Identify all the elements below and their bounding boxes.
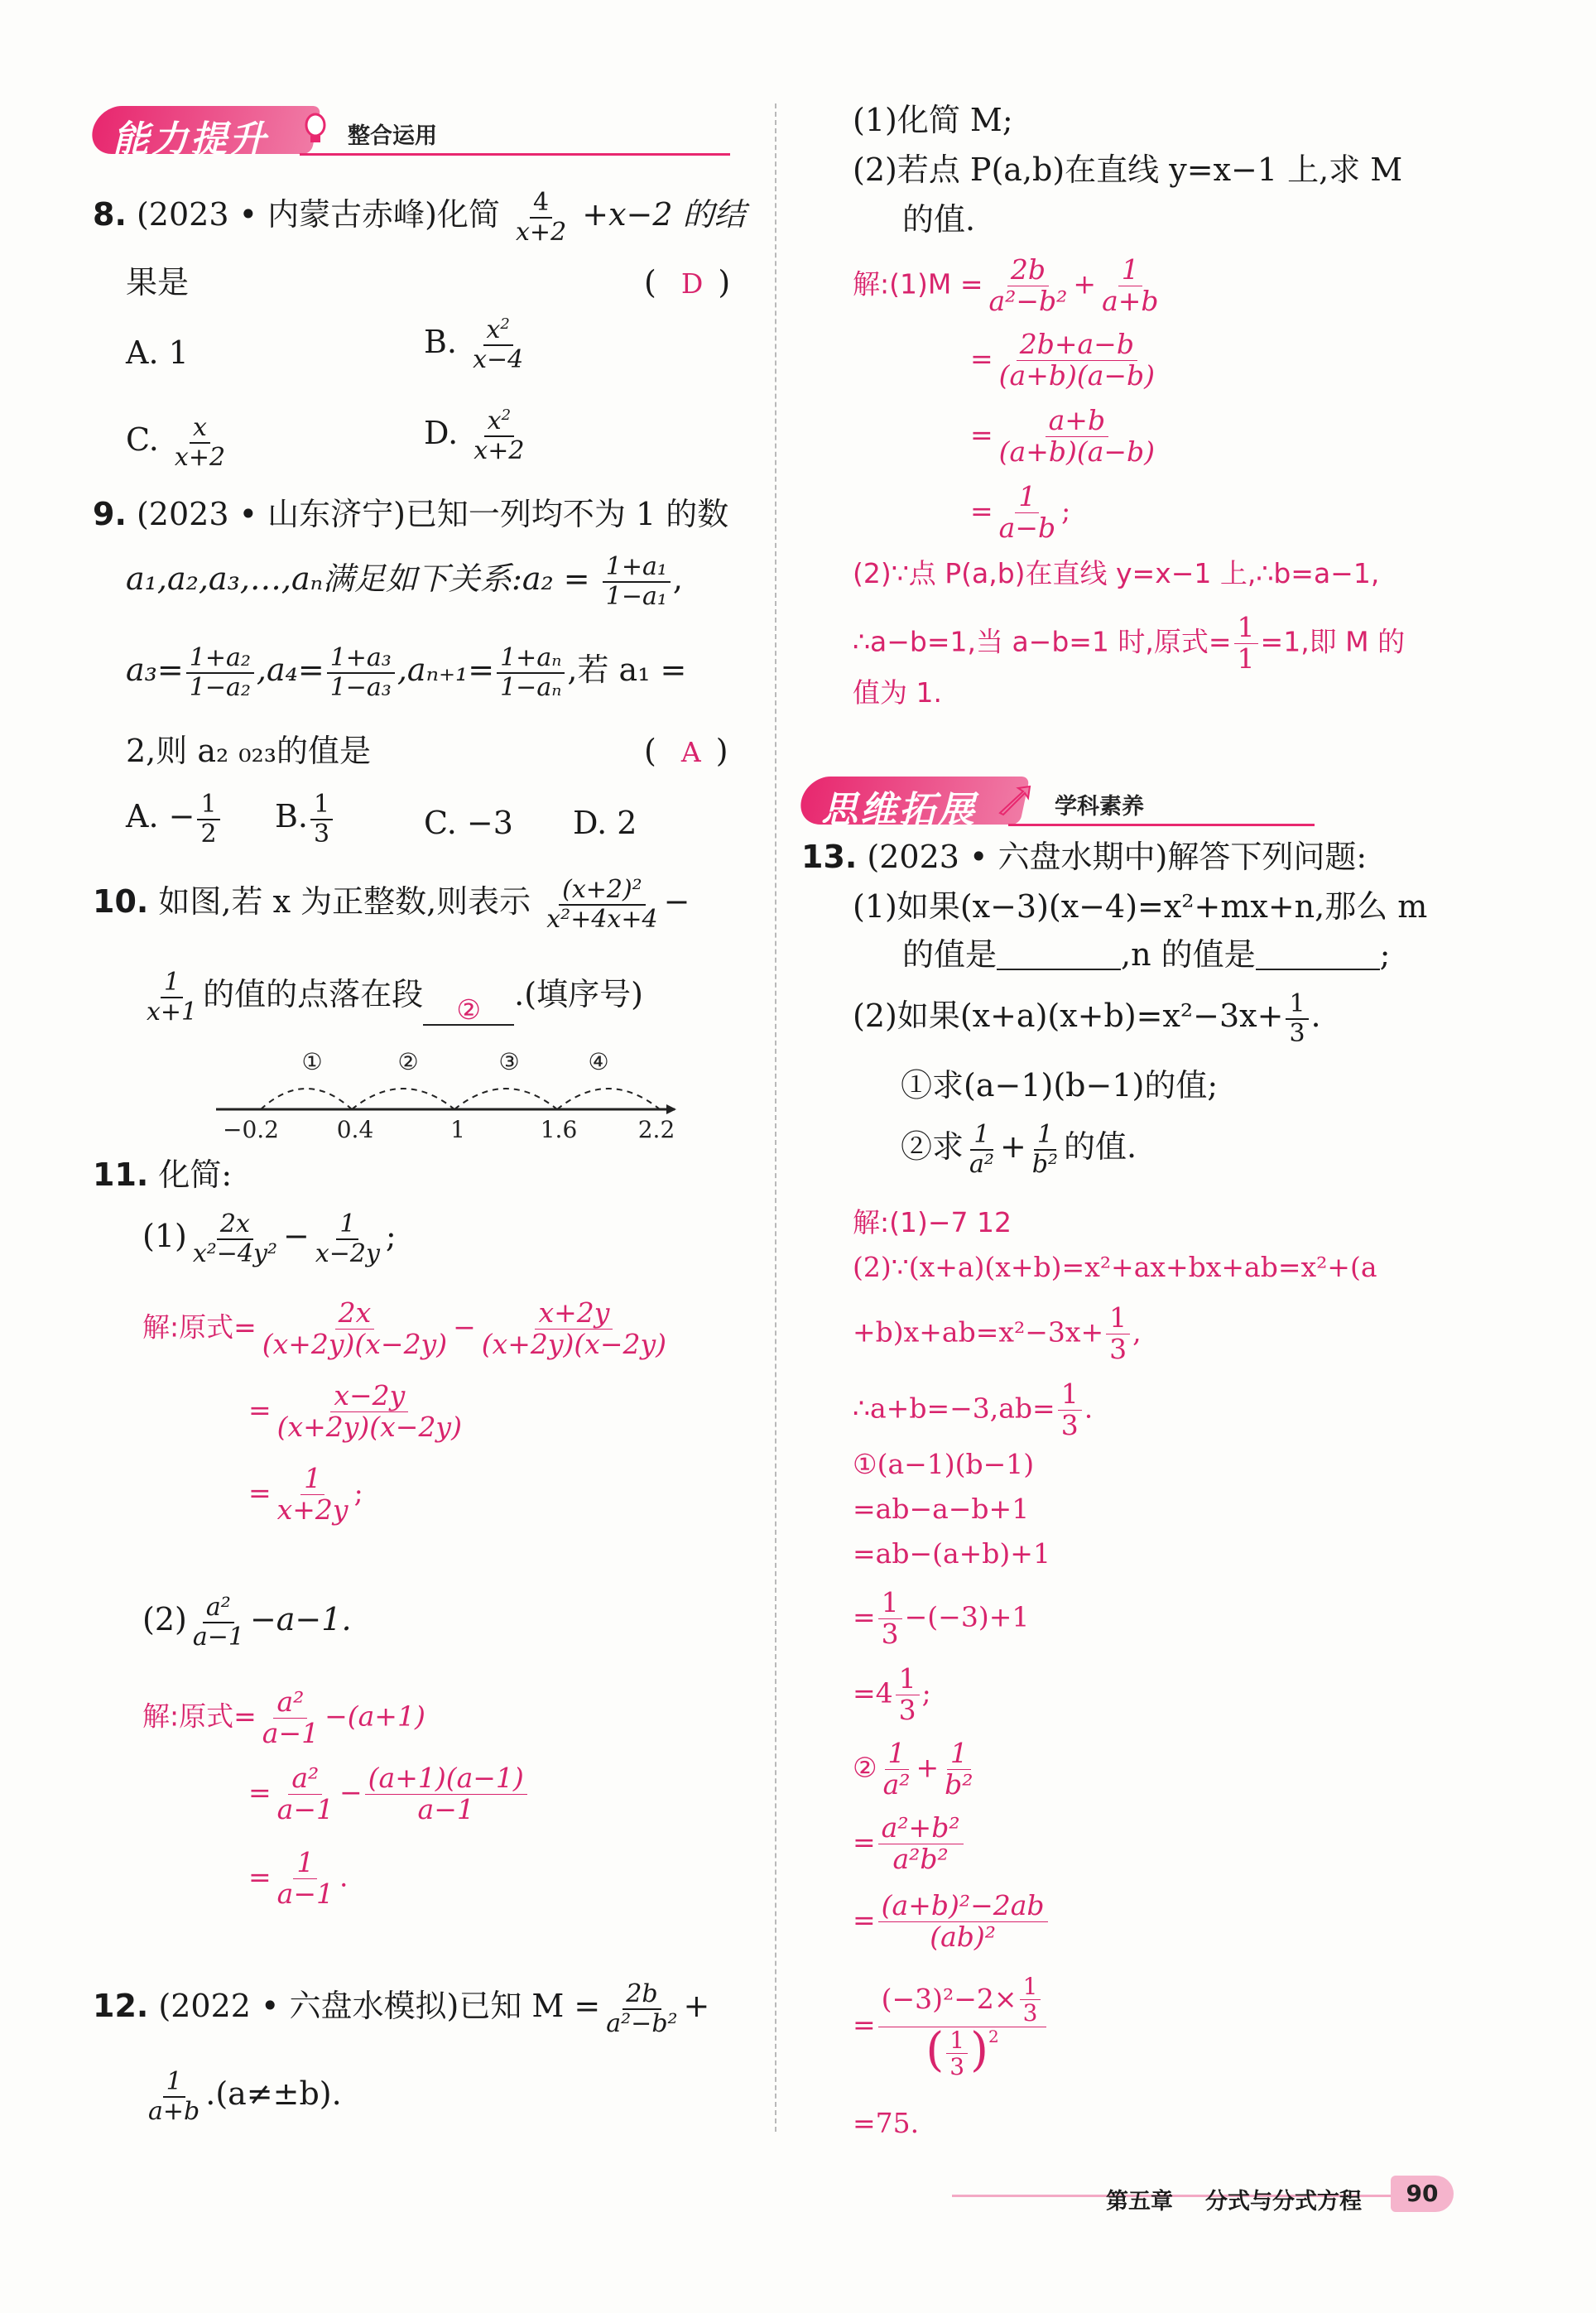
question-8-line1: 8. (2023 • 内蒙古赤峰)化简 $\frac{4}{x+2}$ +x−2 的结 bbox=[93, 188, 746, 247]
solution-13-ii3: = $\frac{\text{(a+b)²−2ab}}{\text{(ab)²}}$ bbox=[853, 1891, 1050, 1953]
tick-label: 0.4 bbox=[336, 1116, 374, 1143]
question-13-part2: (2)如果(x+a)(x+b)=x²−3x+ $\frac{1}{3}$ . bbox=[853, 989, 1321, 1048]
solution-13-2-line2: +b)x+ab=x²−3x+ $\frac{1}{3}$ , bbox=[853, 1301, 1142, 1365]
solution-11-2-line2: = $\frac{\text{a²}}{a-1}$ − $\frac{(a+1)(a-1)}{a-1}$ bbox=[248, 1763, 530, 1825]
solution-13-ii1: ② $\frac{1}{\text{a²}}$ + $\frac{1}{\text{b²}}$ bbox=[853, 1737, 973, 1801]
footer-rule bbox=[952, 2195, 1449, 2197]
solution-12-2-line1: (2)∵点 P(a,b)在直线 y=x−1 上,∴b=a−1, bbox=[853, 557, 1380, 589]
solution-12-2-line2: ∴a−b=1,当 a−b=1 时,原式= $\frac{1}{1}$ =1,即 M 的 bbox=[853, 611, 1406, 675]
question-11-title: 11. 化简: bbox=[93, 1156, 233, 1193]
bulb-icon bbox=[303, 113, 328, 146]
solution-12-2-line3: 值为 1. bbox=[853, 676, 942, 709]
option-8c: C. $\frac{x}{x+2}$ bbox=[126, 413, 226, 472]
option-8a: A. 1 bbox=[126, 334, 189, 371]
blank-n[interactable] bbox=[1256, 969, 1380, 970]
segment-label-4: ④ bbox=[588, 1048, 609, 1075]
solution-13-i1: ①(a−1)(b−1) bbox=[853, 1448, 1035, 1480]
blank-m[interactable] bbox=[997, 969, 1121, 970]
question-9-line3: a₃= $\frac{\text{1+a₂}}{\text{1−a₂}}$ ,a₄= $\frac{\text{1+a₃}}{\text{1−a₃}}$ ,aₙ₊₁= $\frac{\text{1+aₙ}}{\text{1−aₙ}}$ ,若 a₁ = bbox=[126, 643, 687, 702]
option-9c: C. −3 bbox=[424, 805, 513, 841]
question-11-part2: (2) $\frac{\text{a²}}{a-1}$ −a−1. bbox=[142, 1593, 352, 1652]
banner-subtitle: 学科素养 bbox=[1055, 794, 1144, 820]
section-banner-thinking bbox=[801, 777, 1348, 831]
answer-10: ② bbox=[456, 993, 481, 1027]
question-13-line1: 13. (2023 • 六盘水期中)解答下列问题: bbox=[801, 839, 1368, 875]
solution-13-1: 解:(1)−7 12 bbox=[853, 1206, 1012, 1238]
arrow-icon bbox=[998, 785, 1031, 816]
question-9-line1: 9. (2023 • 山东济宁)已知一列均不为 1 的数 bbox=[93, 496, 729, 532]
question-8-line2: 果是 bbox=[126, 264, 190, 301]
answer-9: A bbox=[680, 736, 701, 768]
solution-11-2-line1: 解:原式= $\frac{\text{a²}}{a-1}$ −(a+1) bbox=[142, 1685, 425, 1749]
solution-11-1-line1: 解:原式= $\frac{2x}{(x+2y)(x-2y)}$ − $\frac{x+2y}{(x+2y)(x-2y)}$ bbox=[142, 1296, 667, 1360]
solution-11-1-line2: = $\frac{x-2y}{(x+2y)(x-2y)}$ bbox=[248, 1379, 462, 1443]
solution-13-ii4: = (−3)²−2× $\frac{1}{3}$ ( 1 3 ) $^2$ bbox=[853, 1974, 1049, 2080]
tick-label: 1.6 bbox=[540, 1116, 578, 1143]
question-13-part2-i: ①求(a−1)(b−1)的值; bbox=[901, 1067, 1219, 1104]
option-9d: D. 2 bbox=[573, 805, 637, 841]
answer-bracket-9: ( A ) bbox=[644, 733, 728, 769]
solution-13-i2: =ab−a−b+1 bbox=[853, 1493, 1030, 1525]
solution-13-ii2: = $\frac{\text{a²+b²}}{\text{a²b²}}$ bbox=[853, 1813, 966, 1875]
solution-13-ii5: =75. bbox=[853, 2107, 920, 2139]
question-12-line1: 12. (2022 • 六盘水模拟)已知 M = $\frac{2b}{\text{a²−b²}}$ + bbox=[93, 1979, 710, 2038]
solution-11-2-line3: = $\frac{1}{a-1}$ . bbox=[248, 1846, 349, 1910]
footer-title: 分式与分式方程 bbox=[1205, 2189, 1362, 2214]
tick-label: 1 bbox=[450, 1116, 465, 1143]
solution-13-i5: =4 $\frac{1}{3}$ ; bbox=[853, 1662, 931, 1726]
option-9b: B. $\frac{1}{3}$ bbox=[275, 791, 335, 848]
solution-12-line4: = $\frac{1}{a-b}$ ; bbox=[970, 480, 1071, 544]
answer-8: D bbox=[680, 267, 704, 300]
solution-13-2-line1: (2)∵(x+a)(x+b)=x²+ax+bx+ab=x²+(a bbox=[853, 1251, 1377, 1283]
option-8b: B. $\frac{x^2}{x-4}$ bbox=[424, 315, 524, 374]
solution-12-line3: = $\frac{a+b}{(a+b)(a-b)}$ bbox=[970, 404, 1156, 468]
question-13-part2-ii: ②求 $\frac{1}{\text{a²}}$ + $\frac{1}{\text{b²}}$ 的值. bbox=[901, 1120, 1137, 1179]
question-11-part1: (1) $\frac{2x}{\text{x²−4y²}}$ − $\frac{1}{x-2y}$ ; bbox=[142, 1209, 397, 1268]
page-number: 90 bbox=[1391, 2176, 1454, 2212]
solution-11-1-line3: = $\frac{1}{x+2y}$ ; bbox=[248, 1462, 363, 1526]
option-9a: A. − $\frac{1}{2}$ bbox=[126, 791, 223, 848]
solution-13-i3: =ab−(a+b)+1 bbox=[853, 1537, 1050, 1570]
segment-label-3: ③ bbox=[498, 1048, 520, 1075]
answer-bracket-8: ( D ) bbox=[644, 264, 731, 301]
number-line-figure bbox=[211, 1045, 683, 1152]
question-12-part2-line1: (2)若点 P(a,b)在直线 y=x−1 上,求 M bbox=[853, 151, 1403, 188]
question-10-line1: 10. 如图,若 x 为正整数,则表示 $\frac{\text{(x+2)²}}{\text{x²+4x+4}}$ − bbox=[93, 875, 690, 934]
banner-title: 能力提升 bbox=[113, 118, 268, 161]
question-13-part1-line1: (1)如果(x−3)(x−4)=x²+mx+n,那么 m bbox=[853, 888, 1428, 925]
question-12-part2-line2: 的值. bbox=[902, 201, 976, 238]
section-banner-ability bbox=[93, 106, 639, 161]
option-8d: D. $\frac{x^2}{x+2}$ bbox=[424, 406, 525, 465]
banner-title: 思维拓展 bbox=[821, 789, 977, 831]
solution-12-line1: 解:(1)M = $\frac{2b}{\text{a²−b²}}$ + $\frac{1}{a+b}$ bbox=[853, 253, 1159, 317]
question-9-line4: 2,则 a₂ ₀₂₃的值是 bbox=[126, 733, 372, 769]
solution-12-line2: = $\frac{2b+a-b}{(a+b)(a-b)}$ bbox=[970, 328, 1156, 392]
segment-label-1: ① bbox=[301, 1048, 323, 1075]
segment-label-2: ② bbox=[397, 1048, 419, 1075]
footer-chapter: 第五章 bbox=[1106, 2189, 1173, 2214]
question-12-part1: (1)化简 M; bbox=[853, 102, 1013, 138]
tick-label: 2.2 bbox=[637, 1116, 675, 1143]
solution-13-3: ∴a+b=−3,ab= $\frac{1}{3}$ . bbox=[853, 1378, 1094, 1441]
question-13-part1-line2: 的值是 ,n 的值是 ; bbox=[902, 936, 1391, 973]
solution-13-i4: = $\frac{1}{3}$ −(−3)+1 bbox=[853, 1586, 1030, 1650]
question-9-line2: a₁,a₂,a₃,…,aₙ满足如下关系:a₂ = $\frac{\text{1+a₁}}{\text{1−a₁}}$ , bbox=[126, 552, 683, 611]
column-divider bbox=[775, 103, 776, 2132]
tick-label: −0.2 bbox=[223, 1116, 279, 1143]
question-10-line2: $\frac{1}{x+1}$ 的值的点落在段 ② .(填序号) bbox=[147, 968, 643, 1027]
question-12-line2: $\frac{1}{a+b}$ .(a≠±b). bbox=[148, 2067, 342, 2126]
banner-subtitle: 整合运用 bbox=[348, 123, 437, 149]
